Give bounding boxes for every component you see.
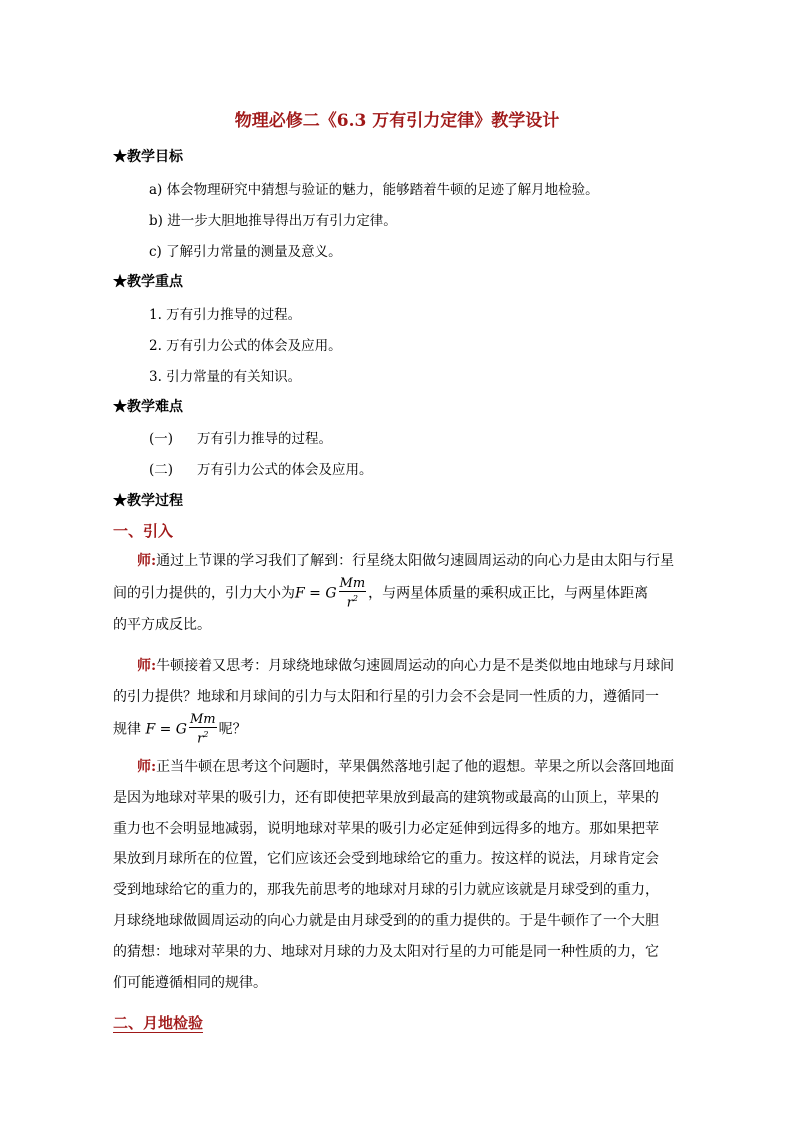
difficulty-text: 万有引力推导的过程。 [197,431,332,447]
paragraph-text: 重力也不会明显地减弱，说明地球对苹果的吸引力必定延伸到远得多的地方。那如果把苹 [113,820,659,837]
teacher-label: 师: [137,759,157,775]
paragraph-text: 呢？ [218,721,247,738]
difficulty-item [149,427,332,447]
formula-denominator: $r^2$ [197,729,209,746]
difficulties-heading: ★教学难点 [113,399,183,415]
paragraph-text: 是因为地球对苹果的吸引力，还有即使把苹果放到最高的建筑物或最高的山顶上，苹果的 [113,789,659,806]
paragraph-text: 们可能遵循相同的规律。 [113,974,267,991]
paragraph-text: ，与两星体质量的乘积成正比，与两星体距离 [368,585,649,602]
paragraph-text: 间的引力提供的，引力大小为 [113,585,295,602]
paragraph-text: 的猜想：地球对苹果的力、地球对月球的力及太阳对行星的力可能是同一种性质的力，它 [113,943,659,960]
key-point-item: 1. 万有引力推导的过程。 [149,307,302,323]
difficulty-text: 万有引力公式的体会及应用。 [197,462,373,478]
section-intro-text: 一、引入 [113,522,174,540]
formula-denominator: $r^2$ [346,593,358,611]
paragraph-1 [113,546,687,641]
section-moon-earth-text: 二、月地检验 [113,1014,204,1032]
teacher-label: 师: [137,658,157,674]
formula-fraction [339,577,367,610]
difficulty-item [149,458,373,478]
key-point-item: 3. 引力常量的有关知识。 [149,369,302,385]
objectives-heading: ★教学目标 [113,149,183,165]
objective-item: a) 体会物理研究中猜想与验证的魅力，能够踏着牛顿的足迹了解月地检验。 [149,182,599,198]
paragraph-text: 牛顿接着又思考：月球绕地球做匀速圆周运动的向心力是不是类似地由地球与月球间 [156,658,675,674]
paragraph-2 [113,651,687,746]
paragraph-text: 受到地球给它的重力的，那我先前思考的地球对月球的引力就应该就是月球受到的重力， [113,882,659,899]
paragraph-text: 月球绕地球做圆周运动的向心力就是由月球受到的的重力提供的。于是牛顿作了一个大胆 [113,912,659,929]
paragraph-text: 规律 [113,721,141,738]
paragraph-text: 果放到月球所在的位置，它们应该还会受到地球给它的重力。按这样的说法，月球肯定会 [113,851,659,868]
teacher-label: 师: [137,553,157,569]
section-moon-earth-heading [113,1012,203,1033]
formula-lhs: F = G [295,585,337,602]
paragraph-text: 的平方成反比。 [113,617,211,634]
paragraph-text: 的引力提供？地球和月球间的引力与太阳和行星的引力会不会是同一性质的力，遵循同一 [113,688,659,705]
formula-numerator: Mm [189,711,216,727]
difficulty-number: (二) [149,462,174,478]
document-title: 物理必修二《6.3 万有引力定律》教学设计 [234,111,560,131]
formula-fraction [189,713,217,746]
section-intro-heading [113,520,173,541]
difficulty-number: (一) [149,431,174,447]
formula-lhs: F = G [145,721,187,738]
paragraph-text: 正当牛顿在思考这个问题时，苹果偶然落地引起了他的遐想。苹果之所以会落回地面 [156,759,675,775]
paragraph-text: 通过上节课的学习我们了解到：行星绕太阳做匀速圆周运动的向心力是由太阳与行星 [156,553,675,569]
process-heading: ★教学过程 [113,493,183,509]
key-point-item: 2. 万有引力公式的体会及应用。 [149,338,342,354]
objective-item: c) 了解引力常量的测量及意义。 [149,244,342,260]
key-points-heading: ★教学重点 [113,274,183,290]
objective-item: b) 进一步大胆地推导得出万有引力定律。 [149,213,397,229]
paragraph-3 [113,752,687,998]
formula-numerator: Mm [339,575,366,591]
